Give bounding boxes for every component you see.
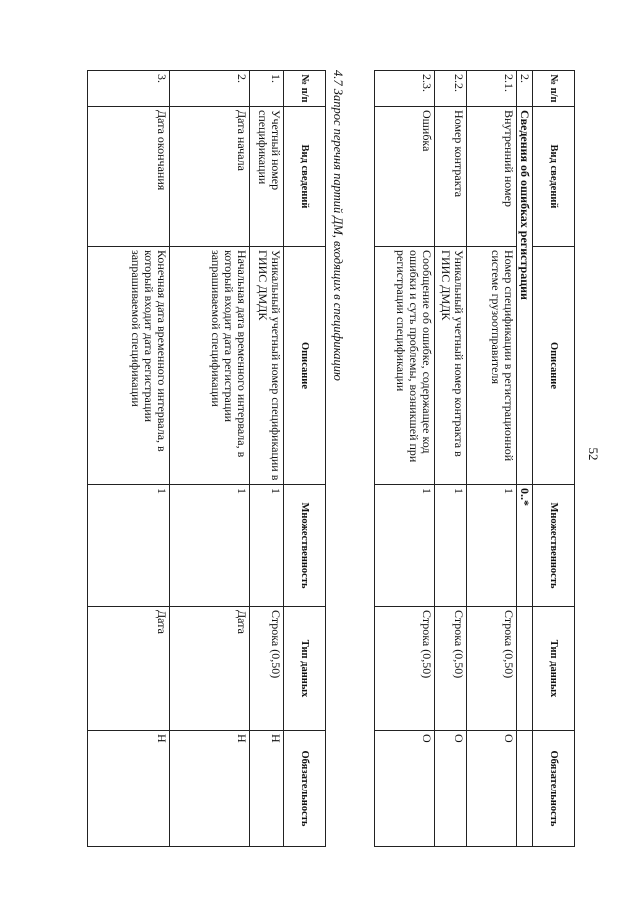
row-description: Номер спецификации в регистрационной системе грузоотправителя bbox=[467, 247, 517, 485]
row-multiplicity: 1 bbox=[88, 485, 170, 607]
table-row bbox=[467, 71, 517, 847]
row-required: Н bbox=[250, 731, 284, 847]
row-num: 2. bbox=[170, 71, 250, 107]
row-type: Строка (0,50) bbox=[435, 607, 467, 731]
row-type: Строка (0,50) bbox=[375, 607, 435, 731]
request-table bbox=[87, 70, 326, 847]
page-number: 52 bbox=[586, 447, 601, 461]
table-row bbox=[375, 71, 435, 847]
col-header-kind: Вид сведений bbox=[284, 107, 326, 247]
row-description: Уникальный учетный номер спецификации в ГИИС ДМДК bbox=[250, 247, 284, 485]
row-kind: Ошибка bbox=[375, 107, 435, 247]
row-description: Уникальный учетный номер контракта в ГИИС ДМДК bbox=[435, 247, 467, 485]
col-header-type: Тип данных bbox=[533, 607, 575, 731]
row-num: 2.2. bbox=[435, 71, 467, 107]
row-type: Дата bbox=[170, 607, 250, 731]
table-row bbox=[435, 71, 467, 847]
col-header-type: Тип данных bbox=[284, 607, 326, 731]
col-header-required: Обязательность bbox=[533, 731, 575, 847]
table-header-row bbox=[284, 71, 326, 847]
row-num: 3. bbox=[88, 71, 170, 107]
row-num: 2.3. bbox=[375, 71, 435, 107]
table-row bbox=[517, 71, 533, 847]
row-kind: Номер контракта bbox=[435, 107, 467, 247]
row-multiplicity: 1 bbox=[467, 485, 517, 607]
col-header-num: № п/п bbox=[284, 71, 326, 107]
row-description: Конечная дата временного интервала, в который входит дата регистрации запрашиваемой спецификации bbox=[88, 247, 170, 485]
row-type: Строка (0,50) bbox=[467, 607, 517, 731]
col-header-required: Обязательность bbox=[284, 731, 326, 847]
col-header-multiplicity: Множественность bbox=[533, 485, 575, 607]
row-type: Дата bbox=[88, 607, 170, 731]
row-kind: Учетный номер спецификации bbox=[250, 107, 284, 247]
row-required: Н bbox=[88, 731, 170, 847]
table-row bbox=[170, 71, 250, 847]
row-required bbox=[517, 731, 533, 847]
row-type: Строка (0,50) bbox=[250, 607, 284, 731]
row-type bbox=[517, 607, 533, 731]
section-caption: 4.7 Запрос перечня партий ДМ, входящих в спецификацию bbox=[331, 70, 345, 381]
col-header-description: Описание bbox=[284, 247, 326, 485]
row-multiplicity: 1 bbox=[250, 485, 284, 607]
row-multiplicity: 0..* bbox=[517, 485, 533, 607]
col-header-multiplicity: Множественность bbox=[284, 485, 326, 607]
row-description: Начальная дата временного интервала, в который входит дата регистрации запрашиваемой спецификации bbox=[170, 247, 250, 485]
table-header-row bbox=[533, 71, 575, 847]
col-header-num: № п/п bbox=[533, 71, 575, 107]
row-kind: Дата начала bbox=[170, 107, 250, 247]
section-title: Сведения об ошибках регистрации bbox=[517, 107, 533, 485]
table-row bbox=[88, 71, 170, 847]
table-row bbox=[250, 71, 284, 847]
row-description: Сообщение об ошибке, содержащее код ошибки и суть проблемы, возникшей при регистрации спецификации bbox=[375, 247, 435, 485]
row-required: О bbox=[467, 731, 517, 847]
errors-table bbox=[374, 70, 575, 847]
row-required: О bbox=[435, 731, 467, 847]
row-num: 1. bbox=[250, 71, 284, 107]
row-num: 2.1. bbox=[467, 71, 517, 107]
row-multiplicity: 1 bbox=[435, 485, 467, 607]
document-content bbox=[0, 70, 575, 850]
row-multiplicity: 1 bbox=[375, 485, 435, 607]
col-header-description: Описание bbox=[533, 247, 575, 485]
row-multiplicity: 1 bbox=[170, 485, 250, 607]
row-kind: Внутренний номер bbox=[467, 107, 517, 247]
row-num: 2. bbox=[517, 71, 533, 107]
row-kind: Дата окончания bbox=[88, 107, 170, 247]
col-header-kind: Вид сведений bbox=[533, 107, 575, 247]
row-required: О bbox=[375, 731, 435, 847]
row-required: Н bbox=[170, 731, 250, 847]
